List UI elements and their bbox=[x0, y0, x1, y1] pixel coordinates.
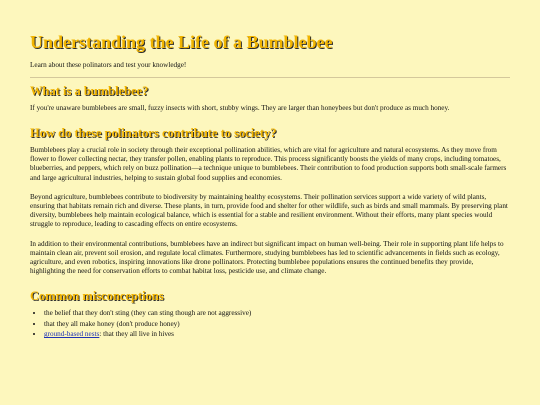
page-title: Understanding the Life of a Bumblebee bbox=[30, 32, 333, 52]
what-is-section bbox=[30, 84, 510, 114]
society-section bbox=[30, 126, 510, 277]
misconception-item bbox=[44, 320, 510, 329]
misconception-item bbox=[44, 309, 510, 318]
society-paragraph-3: In addition to their environmental contributions, bumblebees have an indirect but significant impact on human well-being. Their role in supporting plant life helps to maintain clean air, prevent soil erosion, and regulate local climates. Furthermore, studying bumblebees has led to scientific advancements in fields such as ecology, agriculture, and even robotics, inspiring innovations like drone pollinators. Protecting bumblebee populations ensures the continued benefits they provide, highlighting the need for conservation efforts to combat habitat loss, pesticide use, and climate change. bbox=[30, 239, 504, 276]
page-intro: Learn about these polinators and test your knowledge! bbox=[30, 60, 187, 69]
misconception-item bbox=[44, 330, 510, 339]
ground-based-nests-link[interactable]: ground-based nests bbox=[44, 330, 100, 339]
misconceptions-section bbox=[30, 289, 510, 340]
misconception-text: that they all make honey (don't produce honey) bbox=[44, 319, 180, 328]
section-divider bbox=[30, 77, 510, 78]
misconception-text: : that they all live in hives bbox=[99, 330, 174, 339]
society-heading: How do these polinators contribute to society? bbox=[30, 125, 277, 140]
misconceptions-heading: Common misconceptions bbox=[30, 288, 164, 303]
what-is-paragraph: If you're unaware bumblebees are small, fuzzy insects with short, stubby wings. They are larger than honeybees but don't produce as much honey. bbox=[30, 104, 450, 113]
society-paragraph-1: Bumblebees play a crucial role in society through their exceptional pollination abilities, which are vital for agriculture and natural ecosystems. As they move from flower to flower collecting nectar, they transfer pollen, enabling plants to reproduce. This process significantly boosts the yields of many crops, including tomatoes, blueberries, and peppers, which rely on buzz pollination—a technique unique to bumblebees. Their contribution to food production supports both small-scale farmers and large agricultural industries, helping to sustain global food supplies and economies. bbox=[30, 145, 507, 182]
society-paragraph-2: Beyond agriculture, bumblebees contribute to biodiversity by maintaining healthy ecosystems. Their pollination services support a wide variety of wild plants, ensuring that habitats remain rich and diverse. These plants, in turn, provide food and shelter for other wildlife, such as birds and small mammals. By preserving plant diversity, bumblebees help maintain ecological balance, which is essential for a stable and resilient environment. Without their efforts, many plant species would struggle to reproduce, leading to cascading effects on entire ecosystems. bbox=[30, 192, 508, 229]
what-is-heading: What is a bumblebee? bbox=[30, 83, 149, 98]
misconception-text: the belief that they don't sting (they can sting though are not aggressive) bbox=[44, 308, 252, 317]
misconceptions-list bbox=[30, 309, 510, 340]
